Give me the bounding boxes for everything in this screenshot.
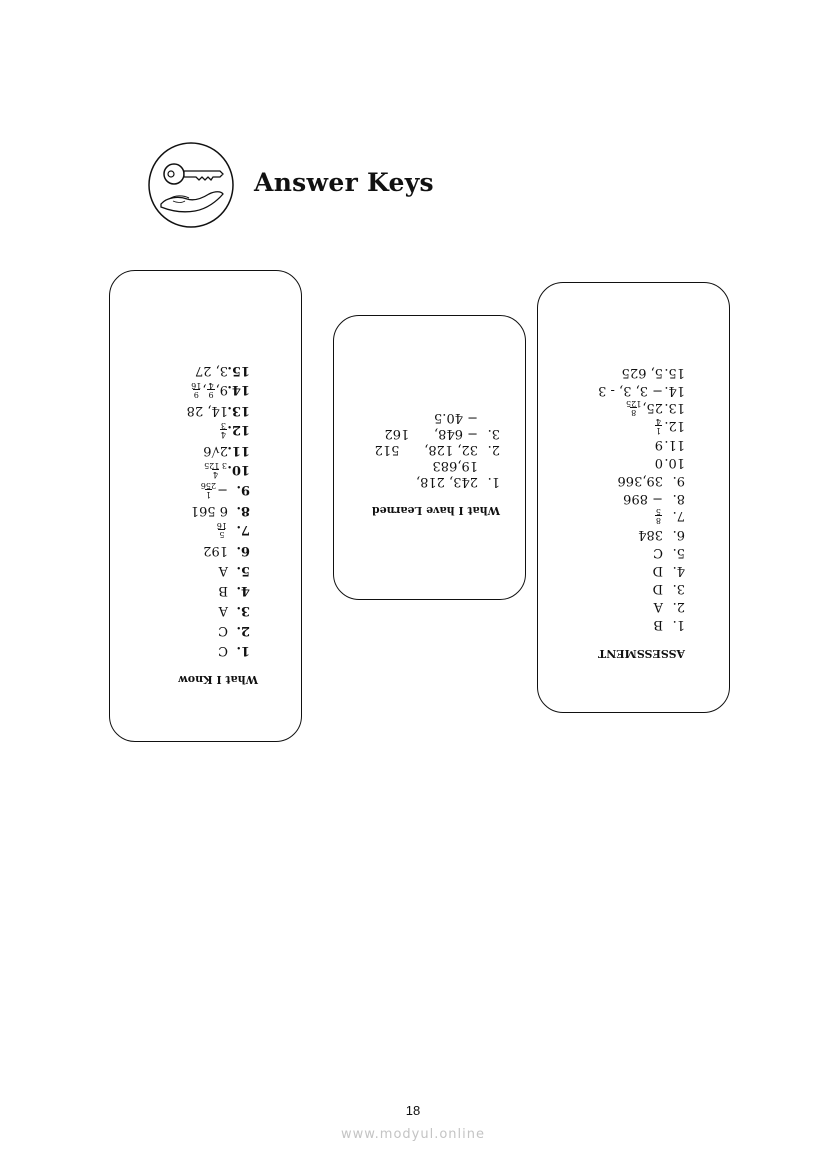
answer-text: D <box>652 581 663 596</box>
answer-row <box>653 616 685 632</box>
item-number: 11. <box>664 437 685 452</box>
answer-row <box>203 461 250 478</box>
answer-text: A <box>653 599 663 614</box>
item-number: 4. <box>672 563 685 578</box>
fraction-denominator: 3 <box>220 421 226 430</box>
answer-row <box>219 421 250 438</box>
watermark: www.modyul.online <box>340 1127 486 1142</box>
item-number: 15. <box>664 365 685 380</box>
item-number: 9. <box>672 473 685 488</box>
item-number: 6. <box>672 527 685 542</box>
fraction <box>655 417 662 434</box>
answer-text: 6 561 <box>190 503 228 518</box>
answer-text: 0 <box>654 455 663 470</box>
answer-row <box>433 457 501 473</box>
item-number: 9. <box>236 482 250 497</box>
fraction-numerator: 8 <box>631 408 637 417</box>
answer-row <box>654 598 685 614</box>
fraction-numerator: 1 <box>205 490 211 499</box>
answer-text: − 40.5 <box>434 410 478 425</box>
item-number: 14. <box>664 383 685 398</box>
answer-text: C <box>218 643 228 658</box>
answer-prefix: 9, <box>215 382 228 397</box>
answer-row <box>195 362 250 378</box>
answer-row <box>218 582 250 598</box>
answer-row <box>203 442 250 458</box>
item-number: 1. <box>672 617 685 632</box>
answer-row <box>653 580 685 596</box>
fraction-denominator: 4 <box>655 417 661 426</box>
item-number: 12. <box>227 422 250 437</box>
answer-row <box>598 382 685 398</box>
item-number: 3. <box>672 581 685 596</box>
answer-row <box>219 602 250 618</box>
item-number: 4. <box>236 583 250 598</box>
answer-text: 14, 28 <box>186 403 228 418</box>
item-number: 5. <box>672 545 685 560</box>
card-heading: What I have Learned <box>371 504 500 517</box>
page-title: Answer Keys <box>254 168 434 197</box>
answer-text: 32, 128, 512 <box>374 442 478 457</box>
answer-row <box>187 402 250 418</box>
answer-row <box>654 507 685 524</box>
fraction <box>191 381 201 398</box>
answer-row <box>218 642 250 658</box>
item-number: 6. <box>236 543 250 558</box>
item-number: 13. <box>227 403 250 418</box>
answer-prefix: − <box>217 482 228 497</box>
fraction <box>204 461 227 478</box>
answer-separator: , <box>202 382 207 397</box>
answer-text: 2√6 <box>203 443 228 458</box>
page-number: 18 <box>405 1103 421 1118</box>
fraction-numerator: 8 <box>655 516 661 525</box>
answer-row <box>623 490 685 506</box>
item-number: 15. <box>227 363 250 378</box>
fraction <box>626 399 641 416</box>
fraction-numerator: 9 <box>193 390 199 399</box>
answer-text: 5, 625 <box>621 365 663 380</box>
item-number: 2. <box>672 599 685 614</box>
card-heading: ASSESSMENT <box>597 647 685 660</box>
answer-row <box>653 544 685 560</box>
answer-text: 3, 27 <box>194 363 228 378</box>
item-number: 11. <box>227 443 250 458</box>
item-number: 12. <box>664 418 685 433</box>
answer-prefix: 25, <box>642 400 663 415</box>
answer-text: 39,366 <box>617 473 663 488</box>
answer-row <box>653 562 685 578</box>
item-number: 5. <box>236 563 250 578</box>
answer-text: 19,683 <box>432 458 478 473</box>
fraction-numerator: 9 <box>208 390 214 399</box>
answer-text: − 896 <box>623 491 663 506</box>
fraction <box>217 521 227 538</box>
answer-text: B <box>653 617 663 632</box>
answer-row <box>218 622 250 638</box>
fraction <box>201 481 216 498</box>
card-heading: What I Know <box>178 673 258 686</box>
answer-row <box>655 454 685 470</box>
item-number: 10. <box>664 455 685 470</box>
answer-card-what-i-know <box>109 270 302 742</box>
key-in-hand-icon <box>147 141 235 229</box>
answer-text: 192 <box>203 543 228 558</box>
fraction <box>208 381 215 398</box>
answer-row <box>654 417 685 434</box>
item-number: 2. <box>236 623 250 638</box>
item-number: 7. <box>672 508 685 523</box>
answer-text: − 3, 3, - 3 <box>598 383 663 398</box>
answer-row <box>618 472 686 488</box>
item-number: 3. <box>487 426 500 441</box>
answer-row <box>375 441 500 457</box>
item-number: 13. <box>664 400 685 415</box>
answer-row <box>203 542 250 558</box>
fraction-denominator: 125 <box>626 399 642 408</box>
fraction-denominator: 16 <box>216 521 227 530</box>
answer-text: C <box>653 545 663 560</box>
fraction-numerator: 4 <box>220 430 226 439</box>
item-number: 8. <box>672 491 685 506</box>
answer-row <box>219 562 250 578</box>
answer-text: 243, 218, <box>415 474 478 489</box>
fraction <box>655 507 662 524</box>
answer-row <box>384 425 500 441</box>
answer-text: − 648, 162 <box>384 426 478 441</box>
item-number: 1. <box>487 474 500 489</box>
answer-row <box>625 399 685 416</box>
answer-text: C <box>218 623 228 638</box>
item-number: 8. <box>236 503 250 518</box>
answer-row <box>191 502 250 518</box>
item-number: 14. <box>227 382 250 397</box>
answer-card-what-i-have-learned <box>333 315 526 600</box>
answer-text: 384 <box>638 527 663 542</box>
answer-row <box>622 364 685 380</box>
fraction-numerator: 1 <box>655 426 661 435</box>
answer-row <box>216 521 250 538</box>
answer-text: 9 <box>654 437 663 452</box>
fraction-denominator: 3 125 <box>204 461 227 470</box>
fraction-denominator: 16 <box>191 381 202 390</box>
answer-row <box>190 381 250 398</box>
answer-row <box>416 473 500 489</box>
answer-row <box>434 409 500 425</box>
fraction-numerator: 4 <box>213 470 219 479</box>
answer-text: A <box>218 603 228 618</box>
item-number: 3. <box>236 603 250 618</box>
answer-text: B <box>218 583 228 598</box>
fraction-numerator: 5 <box>219 530 225 539</box>
answer-text: D <box>652 563 663 578</box>
item-number: 1. <box>236 643 250 658</box>
item-number: 10. <box>227 462 250 477</box>
item-number: 7. <box>236 522 250 537</box>
answer-row <box>655 436 685 452</box>
fraction-denominator: 256 <box>200 481 217 490</box>
fraction <box>220 421 227 438</box>
answer-card-assessment <box>537 282 730 713</box>
answer-row <box>200 481 250 498</box>
answer-text: A <box>218 563 228 578</box>
item-number: 2. <box>487 442 500 457</box>
fraction-denominator: 4 <box>208 381 214 390</box>
fraction-denominator: 5 <box>655 507 661 516</box>
answer-row <box>638 526 685 542</box>
